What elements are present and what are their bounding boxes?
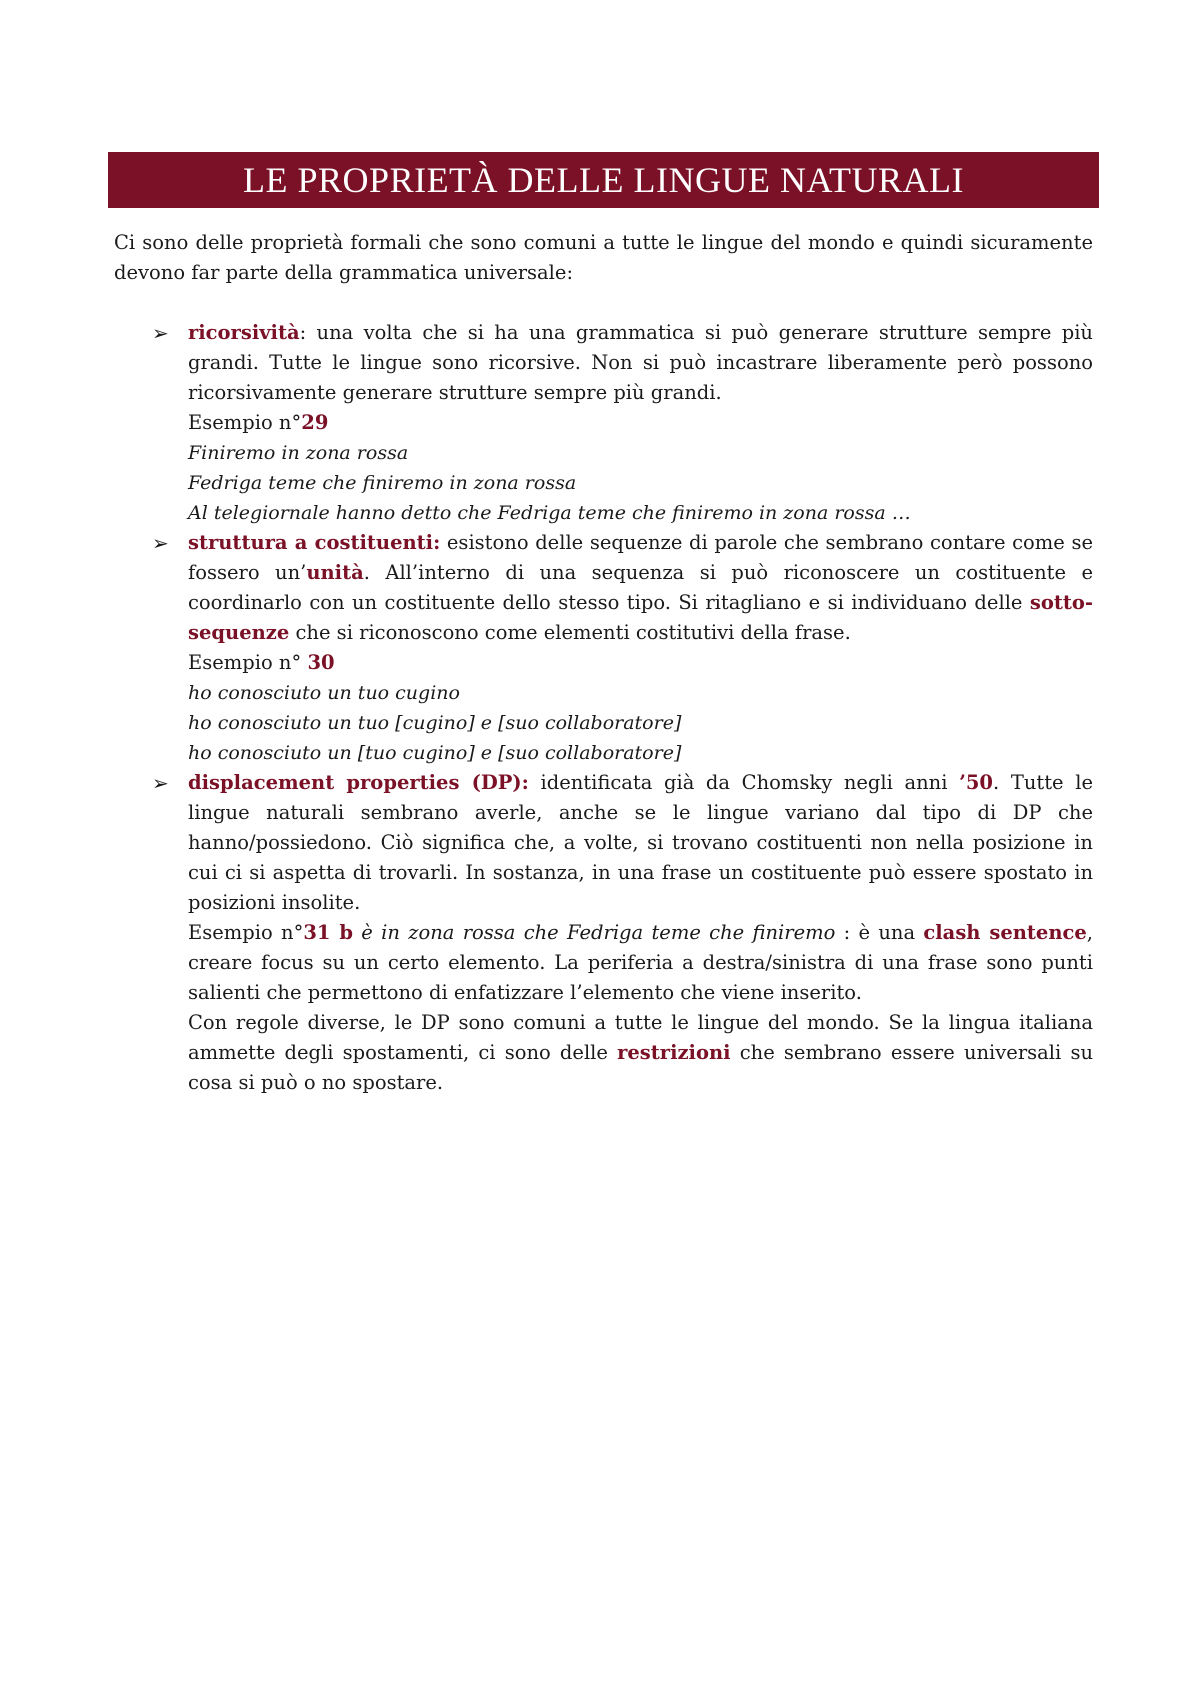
keyword-displacement-properties: displacement properties (DP): (188, 771, 529, 794)
keyword-ricorsivita: ricorsività (188, 321, 300, 344)
displacement-conclusion-paragraph: Con regole diverse, le DP sono comuni a tutte le lingue del mondo. Se la lingua italiana ammette degli spostamenti, ci sono delle restrizioni che sembrano essere universali su cosa si può o no spostare. (188, 1011, 1094, 1094)
arrow-bullet-icon: ➢ (152, 321, 169, 345)
list-item-struttura-costituenti (108, 528, 1099, 768)
example-sentence: ho conosciuto un [tuo cugino] e [suo collaboratore] (188, 742, 682, 764)
example-number: 30 (307, 651, 335, 674)
example-label: Esempio n° 30 (188, 651, 335, 674)
keyword-clash-sentence: clash sentence (923, 921, 1087, 944)
costituenti-paragraph: struttura a costituenti: esistono delle sequenze di parole che sembrano contare come se fossero un’unità. All’interno di una sequenza si può riconoscere un costituente e coordinarlo con un costituente dello stesso tipo. Si ritagliano e si individuano delle sotto-sequenze che si riconoscono come elementi costitutivi della frase. (188, 531, 1093, 644)
displacement-paragraph: displacement properties (DP): identificata già da Chomsky negli anni ’50. Tutte le lingue naturali sembrano averle, anche se le lingue variano dal tipo di DP che hanno/possiedono. Ciò significa che, a volte, si trovano costituenti non nella posizione in cui ci si aspetta di trovarli. In sostanza, in una frase un costituente può essere spostato in posizioni insolite. (188, 771, 1093, 914)
displacement-example-paragraph: Esempio n°31 b è in zona rossa che Fedriga teme che finiremo : è una clash sentence, creare focus su un certo elemento. La periferia a destra/sinistra di una frase sono punti salienti che permettono di enfatizzare l’elemento che viene inserito. (188, 921, 1093, 1004)
example-sentence: ho conosciuto un tuo [cugino] e [suo collaboratore] (188, 712, 682, 734)
example-sentence: Fedriga teme che finiremo in zona rossa (188, 472, 577, 494)
example-label: Esempio n° (188, 921, 304, 944)
arrow-bullet-icon: ➢ (152, 771, 169, 795)
keyword-sotto-sequenze: sotto-sequenze (188, 591, 1093, 644)
list-item-ricorsivita (108, 318, 1099, 528)
example-sentence: ho conosciuto un tuo cugino (188, 682, 460, 704)
example-sentence: Al telegiornale hanno detto che Fedriga teme che finiremo in zona rossa … (188, 502, 911, 524)
keyword-restrizioni: restrizioni (617, 1041, 731, 1064)
example-number: 31 b (303, 921, 353, 944)
ricorsivita-text: : una volta che si ha una grammatica si può generare strutture sempre più grandi. Tutte le lingue sono ricorsive. Non si può incastrare liberamente però possono ricorsivamente generare strutture sempre più grandi. (188, 321, 1093, 404)
intro-paragraph: Ci sono delle proprietà formali che sono comuni a tutte le lingue del mondo e quindi sicuramente devono far parte della grammatica universale: (114, 231, 1093, 284)
document-page (108, 152, 1099, 1098)
arrow-bullet-icon: ➢ (152, 531, 169, 555)
example-number: 29 (301, 411, 329, 434)
title-banner (108, 152, 1099, 208)
keyword-fifties: ’50 (959, 771, 994, 794)
list-item-displacement-properties (108, 768, 1099, 1098)
example-sentence: Finiremo in zona rossa (188, 442, 409, 464)
properties-list (108, 318, 1099, 1098)
keyword-unita: unità (306, 561, 364, 584)
keyword-struttura-costituenti: struttura a costituenti: (188, 531, 441, 554)
example-sentence: è in zona rossa che Fedriga teme che finiremo (353, 921, 836, 944)
example-label: Esempio n°29 (188, 411, 329, 434)
page-title: LE PROPRIETÀ DELLE LINGUE NATURALI (243, 160, 964, 200)
ricorsivita-paragraph (188, 318, 1093, 408)
